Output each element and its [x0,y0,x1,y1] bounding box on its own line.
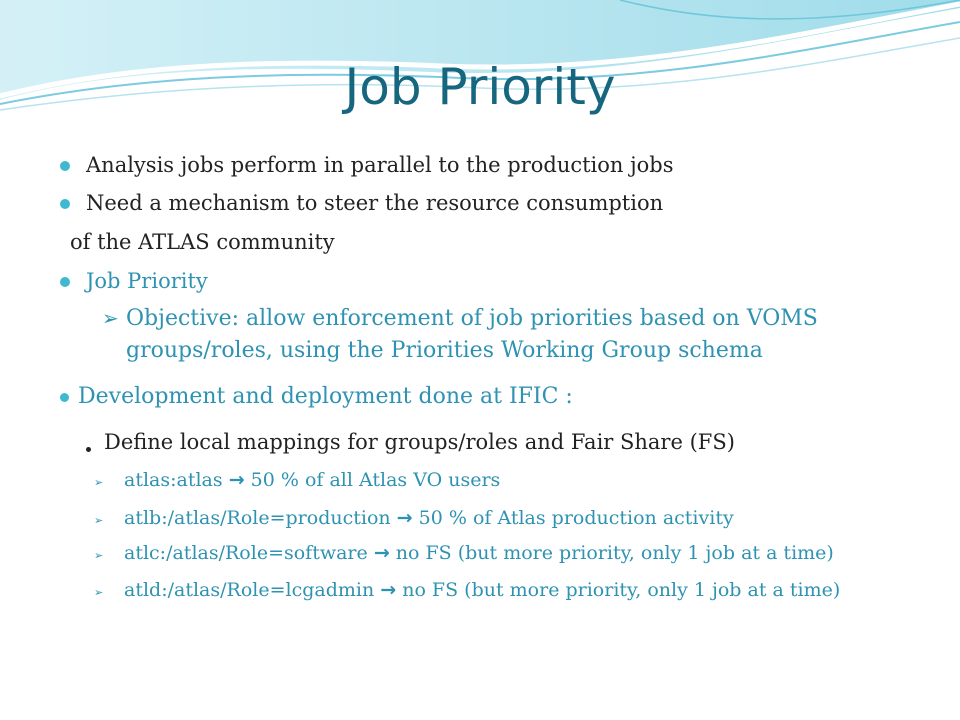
slide-title: Job Priority [344,58,616,116]
right-arrow-icon: → [396,507,413,529]
bullet-dot [60,277,70,287]
arrow-bullet-icon: ➢ [94,514,104,527]
right-arrow-icon: → [380,579,397,601]
mapping-atlb: atlb:/atlas/Role=production → 50 % of Atlas production activity [124,507,734,529]
bullet-dot-small [86,447,91,452]
arrow-bullet-icon: ➢ [94,549,104,562]
objective-line-1: Objective: allow enforcement of job priorities based on VOMS [126,306,818,331]
bullet-job-priority: Job Priority [86,269,208,293]
arrow-bullet-icon: ➢ [102,306,119,330]
bullet-mechanism: Need a mechanism to steer the resource consumption [86,191,664,215]
mapping-atlc: atlc:/atlas/Role=software → no FS (but more priority, only 1 job at a time) [124,542,834,564]
right-arrow-icon: → [373,542,390,564]
bullet-analysis-jobs: Analysis jobs perform in parallel to the production jobs [86,153,674,177]
arrow-bullet-icon: ➢ [94,476,104,489]
define-mappings-line: Define local mappings for groups/roles and Fair Share (FS) [104,430,735,454]
arrow-bullet-icon: ➢ [94,586,104,599]
development-line: Development and deployment done at IFIC : [78,384,573,409]
bullet-dot [60,393,69,402]
right-arrow-icon: → [228,469,245,491]
bullet-dot [60,199,70,209]
mapping-atld: atld:/atlas/Role=lcgadmin → no FS (but more priority, only 1 job at a time) [124,579,841,601]
mapping-atlas: atlas:atlas → 50 % of all Atlas VO users [124,469,501,491]
bullet-dot [60,161,70,171]
objective-line-2: groups/roles, using the Priorities Working Group schema [126,338,763,363]
bullet-mechanism-continued: of the ATLAS community [70,230,335,254]
